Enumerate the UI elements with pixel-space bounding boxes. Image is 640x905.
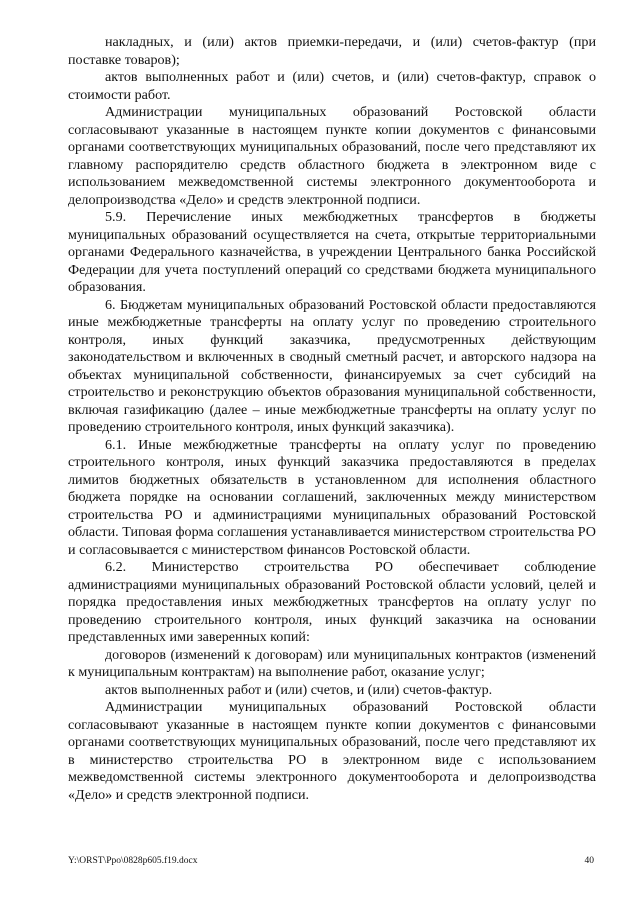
footer-file-path: Y:\ORST\Ppo\0828p605.f19.docx — [68, 856, 198, 866]
paragraph-6: 6. Бюджетам муниципальных образований Ростовской области предоставляются иные межбюджетные трансферты на оплату услуг по проведению строительного контроля, иных функций заказчика, предусмотренных действующим законодательством и включенных в сводный сметный расчет, и авторского надзора на объектах муниципальной собственности, финансируемых за счет субсидий на строительство и реконструкцию объектов образования муниципальной собственности, включая газификацию (далее – иные межбюджетные трансферты на оплату услуг по проведению строительного контроля, иных функций заказчика). — [68, 296, 596, 435]
page-number: 40 — [584, 856, 594, 866]
paragraph-invoices-continuation: накладных, и (или) актов приемки-передачи, и (или) счетов-фактур (при поставке товаров); — [68, 34, 596, 68]
paragraph-acts-invoices: актов выполненных работ и (или) счетов, и (или) счетов-фактур. — [105, 681, 493, 698]
document-body — [68, 34, 596, 804]
paragraph-contracts: договоров (изменений к договорам) или муниципальных контрактов (изменений к муниципальным контрактам) на выполнение работ, оказание услуг; — [68, 646, 596, 680]
paragraph-6-1: 6.1. Иные межбюджетные трансферты на оплату услуг по проведению строительного контроля, иных функций заказчика предоставляются в пределах лимитов бюджетных обязательств в установленном для исполнения областного бюджета порядке на основании соглашений, заключенных между министерством строительства РО и администрациями муниципальных образований Ростовской области. Типовая форма соглашения устанавливается министерством строительства РО и согласовывается с министерством финансов Ростовской области. — [68, 436, 596, 558]
paragraph-6-2: 6.2. Министерство строительства РО обеспечивает соблюдение администрациями муниципальных образований Ростовской области условий, целей и порядка предоставления иных межбюджетных трансфертов на оплату услуг по проведению строительного контроля, иных функций заказчика на основании представленных ими заверенных копий: — [68, 559, 596, 645]
paragraph-5-9: 5.9. Перечисление иных межбюджетных трансфертов в бюджеты муниципальных образований осуществляется на счета, открытые территориальными органами Федерального казначейства, в учреждении Центрального банка Российской Федерации для учета поступлений операций со средствами бюджета муниципального образования. — [68, 209, 596, 295]
paragraph-administrations-approval: Администрации муниципальных образований Ростовской области согласовывают указанные в настоящем пункте копии документов с финансовыми органами соответствующих муниципальных образований, после чего представляют их главному распорядителю средств областного бюджета в электронном виде с использованием межведомственной системы электронного документооборота и делопроизводства «Дело» и средств электронной подписи. — [68, 104, 596, 208]
paragraph-administrations-submission: Администрации муниципальных образований Ростовской области согласовывают указанные в настоящем пункте копии документов с финансовыми органами соответствующих муниципальных образований, после чего представляют их в министерство строительства РО в электронном виде с использованием межведомственной системы электронного документооборота и делопроизводства «Дело» и средств электронной подписи. — [68, 699, 596, 803]
paragraph-work-acts: актов выполненных работ и (или) счетов, и (или) счетов-фактур, справок о стоимости работ. — [68, 69, 596, 103]
